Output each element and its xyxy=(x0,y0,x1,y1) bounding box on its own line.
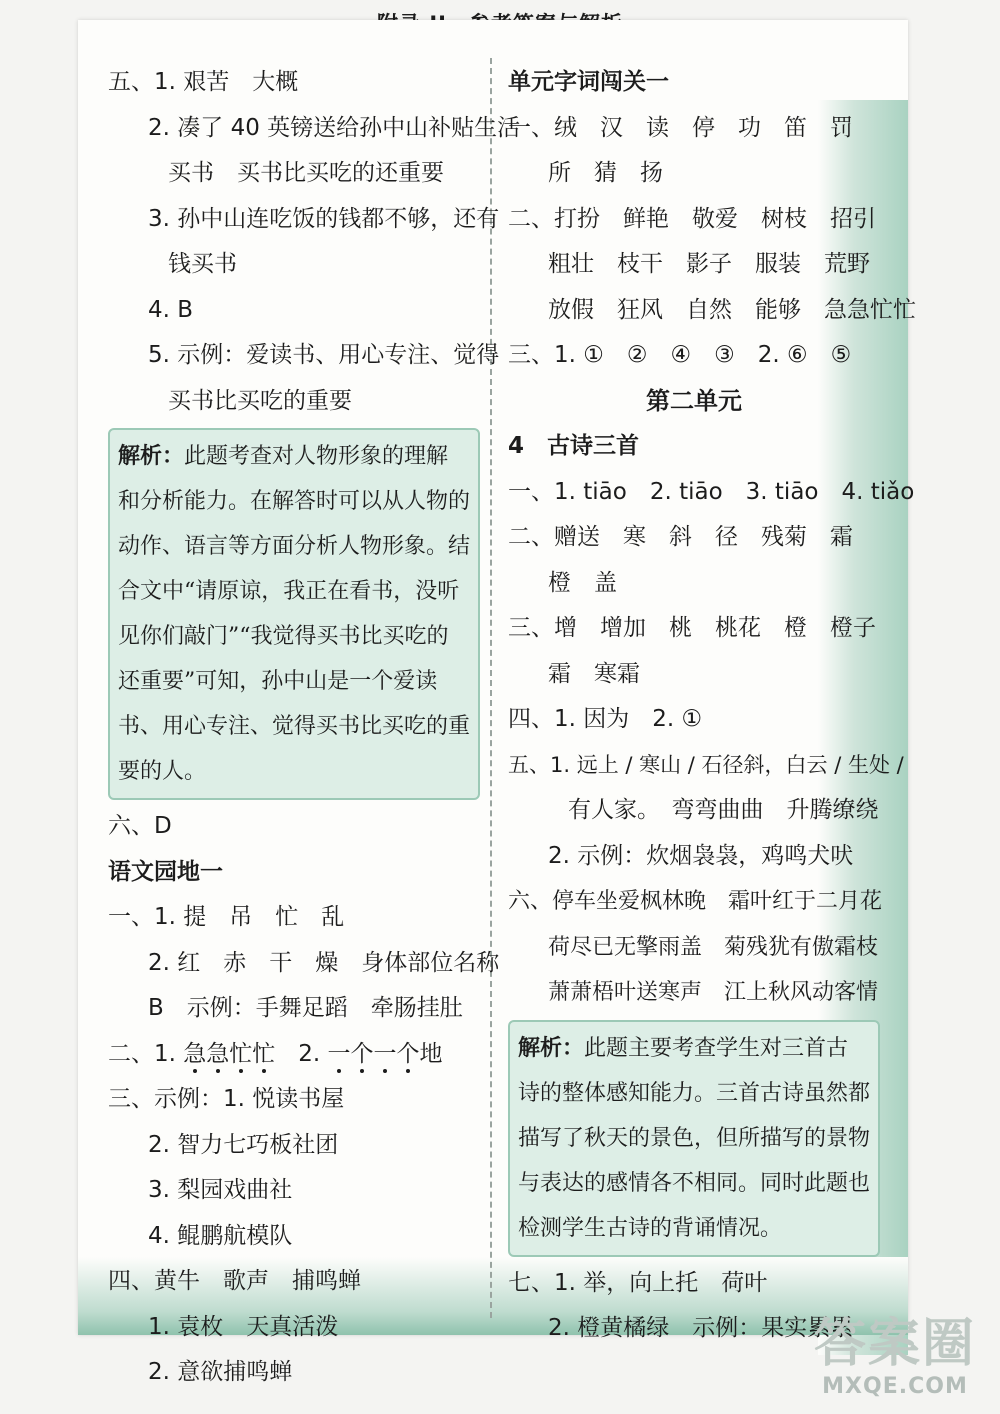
answer-line: 2. 橙黄橘绿 示例：果实累累 xyxy=(548,1315,854,1341)
answer-line: 三、增 增加 桃 桃花 橙 橙子 xyxy=(508,615,876,641)
analysis-label: 解析： xyxy=(118,444,185,469)
answer-line: 五、1. 远上 / 寒山 / 石径斜，白云 / 生处 / xyxy=(508,752,904,777)
answer-line: 2. 意欲捕鸣蝉 xyxy=(148,1359,293,1385)
column-divider xyxy=(490,58,492,1318)
answer-line: 4. B xyxy=(148,296,194,323)
answer-line: 2. 凑了 40 英镑送给孙中山补贴生活 xyxy=(148,114,521,141)
emphasis-word xyxy=(328,1041,420,1067)
answer-line: 2. 示例：炊烟袅袅，鸡鸣犬吠 xyxy=(548,842,854,869)
answer-line: 2. 智力七巧板社团 xyxy=(148,1131,339,1158)
right-column xyxy=(508,60,916,1352)
answer-line: 2. 红 赤 干 燥 身体部位名称 xyxy=(148,949,500,976)
answer-line: 1. 袁枚 天真活泼 xyxy=(148,1313,339,1340)
section-heading: 语文园地一 xyxy=(108,858,223,885)
answer-line: 有人家。 弯弯曲曲 升腾缭绕 xyxy=(568,797,879,823)
answer-line: 三、1. ① ② ④ ③ 2. ⑥ ⑤ xyxy=(508,342,852,368)
answer-line: 3. 孙中山连吃饭的钱都不够，还有 xyxy=(148,205,500,232)
logo-url: MXQE.COM xyxy=(822,1374,968,1399)
answer-line: 一、1. 提 吊 忙 乱 xyxy=(108,904,345,930)
answer-line: 六、D xyxy=(108,813,172,839)
emphasis-char: 急 xyxy=(183,1032,206,1078)
answer-line: 钱买书 xyxy=(168,251,237,277)
answer-suffix: 地 xyxy=(419,1040,443,1067)
answer-line: 四、1. 因为 2. ① xyxy=(508,706,703,732)
answer-line: 霜 寒霜 xyxy=(548,660,640,687)
answer-line: 二、赠送 寒 斜 径 残菊 霜 xyxy=(508,524,853,550)
left-column xyxy=(108,60,521,1396)
answer-line: 橙 盖 xyxy=(548,569,617,596)
lesson-title: 4 古诗三首 xyxy=(508,433,640,459)
answer-line: 一、1. tiāo 2. tiāo 3. tiāo 4. tiǎo xyxy=(508,478,915,505)
unit-title: 第二单元 xyxy=(646,386,742,415)
emphasis-char: 一 xyxy=(374,1032,397,1078)
answer-line: 买书 买书比买吃的还重要 xyxy=(168,160,444,186)
analysis-text: 此题主要考查学生对三首古诗的整体感知能力。三首古诗虽然都描写了秋天的景色，但所描写的景物与表达的感情各不相同。同时此题也检测学生古诗的背诵情况。 xyxy=(518,1035,871,1241)
emphasis-char: 忙 xyxy=(252,1032,275,1078)
emphasis-char: 个 xyxy=(397,1032,420,1078)
answer-line: 荷尽已无擎雨盖 菊残犹有傲霜枝 xyxy=(548,934,879,960)
emphasis-char: 急 xyxy=(206,1032,229,1078)
analysis-box xyxy=(508,1020,880,1257)
answer-line: 七、1. 举，向上托 荷叶 xyxy=(508,1269,768,1296)
analysis-box xyxy=(108,428,480,800)
answer-line: 粗壮 枝干 影子 服装 荒野 xyxy=(548,251,870,277)
emphasis-char: 个 xyxy=(351,1032,374,1078)
answer-line: 4. 鲲鹏航模队 xyxy=(148,1222,293,1249)
answer-line: 二、打扮 鲜艳 敬爱 树枝 招引 xyxy=(508,205,876,232)
answer-line: B 示例：手舞足蹈 牵肠挂肚 xyxy=(148,995,463,1021)
answer-line: 放假 狂风 自然 能够 急急忙忙 xyxy=(548,296,916,323)
analysis-text: 此题考查对人物形象的理解和分析能力。在解答时可以从人物的动作、语言等方面分析人物形象。结合文中“请原谅，我正在看书，没听见你们敲门”“我觉得买书比买吃的还重要”可知，孙中山是一个爱读书、用心专注、觉得买书比买吃的重要的人。 xyxy=(118,444,471,784)
answer-line: 三、示例：1. 悦读书屋 xyxy=(108,1086,345,1112)
answer-line: 六、停车坐爱枫林晚 霜叶红于二月花 xyxy=(508,889,883,914)
emphasis-char: 一 xyxy=(328,1032,351,1078)
answer-line: 五、1. 艰苦 大概 xyxy=(108,69,299,95)
section-heading: 单元字词闯关一 xyxy=(508,69,669,95)
emphasis-word xyxy=(183,1041,275,1067)
answer-line: 所 猜 扬 xyxy=(548,160,663,186)
answer-line: 买书比买吃的重要 xyxy=(168,387,352,414)
answer-prefix: 2. xyxy=(275,1040,328,1067)
answer-line: 萧萧梧叶送寒声 江上秋风动客情 xyxy=(548,980,879,1005)
logo-text: 答案圈 xyxy=(813,1314,976,1374)
answer-line: 5. 示例：爱读书、用心专注、觉得 xyxy=(148,342,500,368)
answer-prefix: 二、1. xyxy=(108,1040,184,1067)
answer-line xyxy=(108,1032,480,1078)
watermark-logo xyxy=(800,1314,990,1404)
answer-line: 3. 梨园戏曲社 xyxy=(148,1177,293,1203)
analysis-label: 解析： xyxy=(518,1035,585,1061)
emphasis-char: 忙 xyxy=(229,1032,252,1078)
answer-line: 一、绒 汉 读 停 功 笛 罚 xyxy=(508,114,853,141)
answer-line: 四、黄牛 歌声 捕鸣蝉 xyxy=(108,1268,361,1294)
